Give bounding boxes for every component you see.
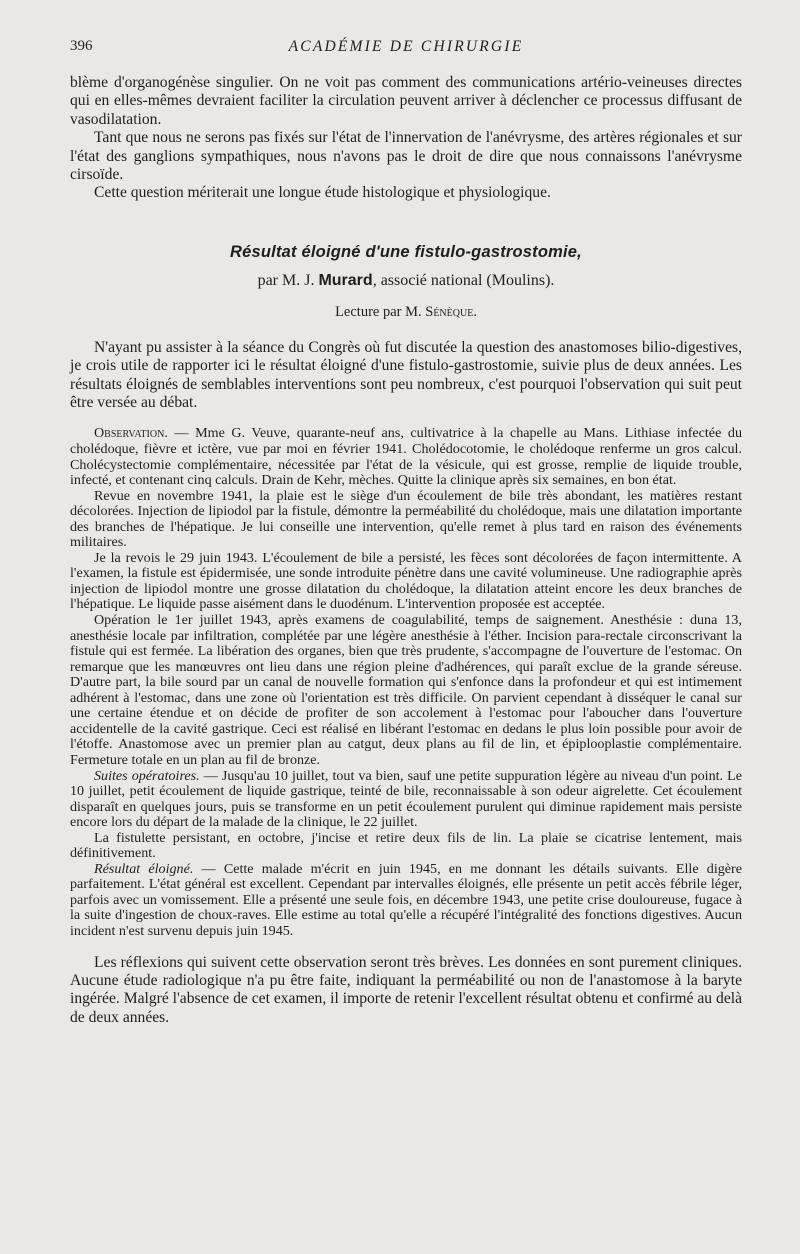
result-label: Résultat éloigné. [94,860,194,877]
suites-paragraph: Suites opératoires. — Jusqu'au 10 juillet, tout va bien, sauf une petite suppuration légère au niveau d'un point. Le 10 juillet, petit écoulement de liquide gastrique, teinté de bile, reconnaissable à son odeur aigrelette. Cet écoulement disparaît en quelques jours, puis se transforme en un petit écoulement purulent qui diminue rapidement mais persiste encore lors du départ de la malade de la clinique, le 22 juillet. [70,767,742,831]
result-paragraph: Résultat éloigné. — Cette malade m'écrit en juin 1945, en me donnant les détails suivants. Elle digère parfaitement. L'état général est excellent. Cependant par intervalles éloignés, elle présente un petit accès fébrile léger, parfois avec un vomissement. Elle a présenté une seule fois, en décembre 1943, une petite crise douloureuse, fugace à la suite d'ingestion de choux-raves. Elle estime au total qu'elle a récupéré l'intégralité des fonctions digestives. Aucun incident n'est survenu depuis juin 1945. [70,860,742,939]
author-name: Murard [318,271,373,289]
observation-paragraph: Je la revois le 29 juin 1943. L'écoulement de bile a persisté, les fèces sont décolorées de façon intermittente. A l'examen, la fistule est épidermisée, une sonde introduite pénètre dans une cavité volumineuse. Une radiographie après injection de lipiodol montre une grosse dilatation du cholédoque, la dilatation atteint encore les deux branches de l'hépatique. Le liquide passe aisément dans le duodénum. L'intervention proposée est acceptée. [70,549,742,613]
observation-label: Observation. [94,425,168,442]
page-number: 396 [70,38,93,54]
article-byline: par M. J. Murard, associé national (Moulins). [257,271,555,289]
page-header [70,38,742,60]
observation-paragraph: Opération le 1er juillet 1943, après examens de coagulabilité, temps de saignement. Anesthésie : duna 13, anesthésie locale par infiltration, complétée par une légère anesthésie à l'éther. Incision para-rectale circonscrivant la fistule qui est fermée. La libération des organes, bien que très prudente, s'accompagne de l'ouverture de l'estomac. On remarque que les manœuvres ont lieu dans une région pleine d'adhérences, qui paraît exclue de la grande séreuse. D'autre part, la bile sourd par un canal de nouvelle formation qui s'enfonce dans la profondeur et qui est intimement adhérent à l'estomac, dans une zone où l'orientation est très difficile. On parvient cependant à disséquer le canal sur une certaine étendue et on décide de profiter de son accolement à l'estomac pour l'aboucher dans l'ouverture accidentelle de la cavité gastrique. Ceci est réalisé en libérant l'estomac en dedans le plus loin possible pour avoir de l'étoffe. Anastomose avec un premier plan au catgut, deux plans au fil de lin, et épiplooplastie complémentaire. Fermeture totale en un plan au fil de bronze. [70,612,742,768]
closing-paragraph: Les réflexions qui suivent cette observation seront très brèves. Les données en sont purement cliniques. Aucune étude radiologique n'a pu être faite, indiquant la perméabilité ou non de l'anastomose à la baryte ingérée. Malgré l'absence de cet examen, il importe de retenir l'excellent résultat obtenu et confirmé au delà de deux années. [70,953,742,1026]
continuation-paragraph: Cette question mériterait une longue étude histologique et physiologique. [94,184,551,202]
lecturer-name: Sénèque [425,303,474,320]
lecture-line: Lecture par M. Sénèque. [335,303,477,320]
observation-paragraph: Revue en novembre 1941, la plaie est le siège d'un écoulement de bile très abondant, les matières restant décolorées. Injection de lipiodol par la fistule, démontre la perméabilité du cholédoque, mais une dilatation importante des branches de l'hépatique. Je lui conseille une intervention, qu'elle remet à plus tard en raison des événements militaires. [70,487,742,551]
intro-paragraph: N'ayant pu assister à la séance du Congrès où fut discutée la question des anastomoses bilio-digestives, je crois utile de rapporter ici le résultat éloigné d'une fistulo-gastrostomie, suivie plus de deux années. Les résultats éloignés de semblables interventions sont peu nombreux, c'est pourquoi l'observation qui suit peut être versée au débat. [70,338,742,412]
running-title: ACADÉMIE DE CHIRURGIE [288,38,524,55]
page-body [70,74,742,1027]
suites-label: Suites opératoires. [94,767,200,784]
continuation-paragraph: blème d'organogénèse singulier. On ne voit pas comment des communications artério-veineuses directes qui en elles-mêmes devraient faciliter la circulation peuvent arriver à déclencher ce processus diffusant de vasodilatation. [70,74,742,128]
article-title: Résultat éloigné d'une fistulo-gastrostomie, [230,242,582,261]
observation-paragraph: Observation. — Mme G. Veuve, quarante-neuf ans, cultivatrice à la chapelle au Mans. Lithiase infectée du cholédoque, fièvre et ictère, vue par moi en février 1941. Cholédocotomie, le cholédoque renferme un gros calcul. Cholécystectomie complémentaire, nécessitée par l'état de la vésicule, qui est grosse, remplie de liquide trouble, infecté, et contenant cinq calculs. Drain de Kehr, mèches. Quitte la clinique après six semaines, en bon état. [70,425,742,489]
fistule-paragraph: La fistulette persistant, en octobre, j'incise et retire deux fils de lin. La plaie se cicatrise lentement, mais définitivement. [70,829,742,862]
continuation-paragraph: Tant que nous ne serons pas fixés sur l'état de l'innervation de l'anévrysme, des artères régionales et sur l'état des ganglions sympathiques, nous n'avons pas le droit de dire que nous connaissons l'anévrysme cirsoïde. [70,129,742,184]
